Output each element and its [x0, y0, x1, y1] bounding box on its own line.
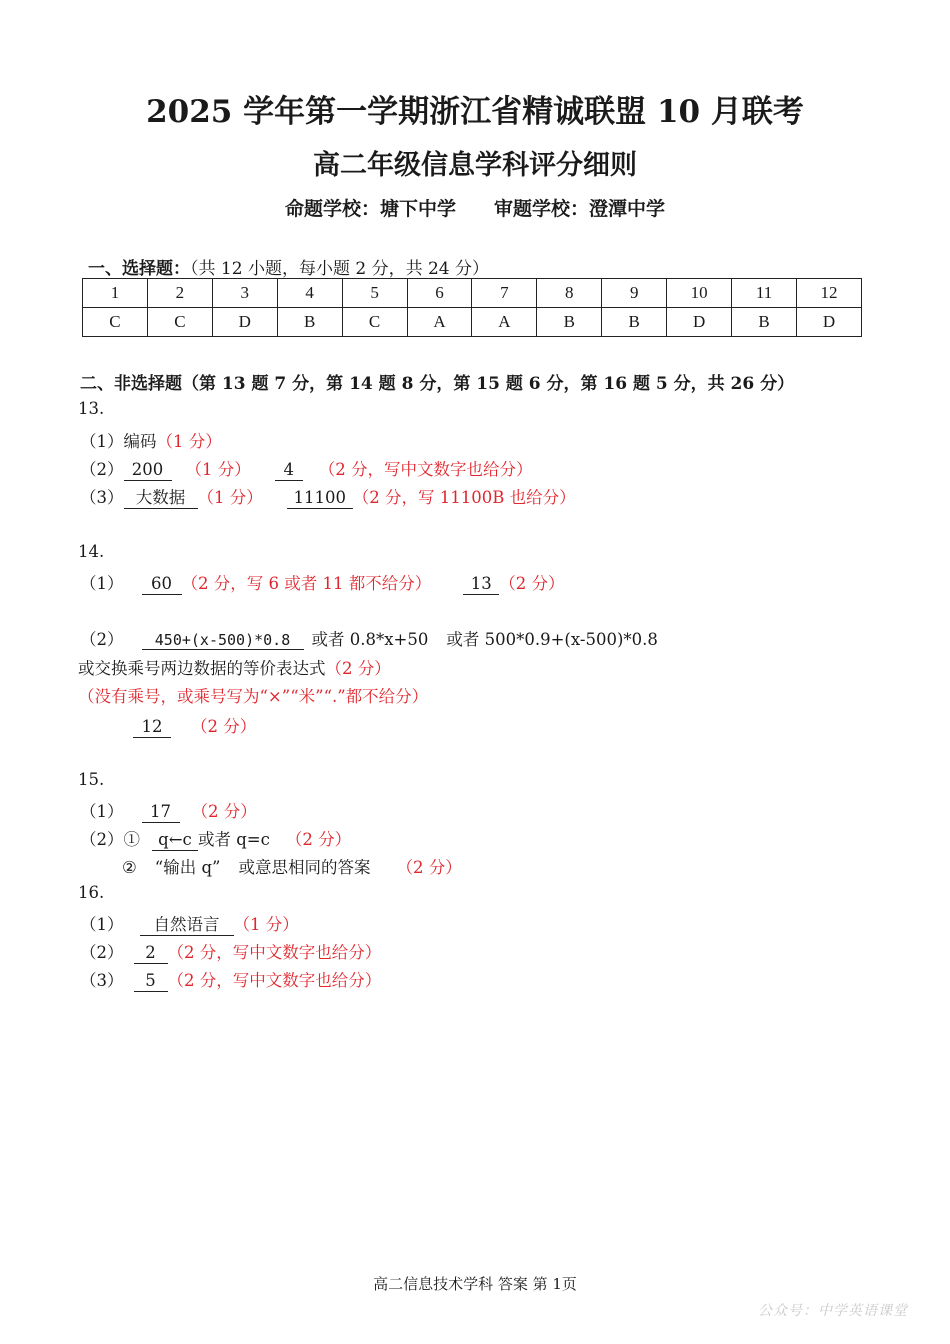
q14-2-label: （2）: [80, 630, 124, 649]
q14-line5: [133, 713, 256, 738]
q13-line3: [80, 484, 576, 509]
table-cell: B: [602, 308, 667, 337]
q16-1-score: （1 分）: [233, 915, 299, 934]
q16-number: 16.: [78, 883, 105, 902]
q13-line2: [80, 456, 533, 481]
q13-1-answer: （1）编码: [80, 432, 157, 451]
table-cell: 7: [472, 279, 537, 308]
q16-3-label: （3）: [80, 971, 124, 990]
q16-line1: [80, 911, 299, 936]
q13-3-label: （3）: [80, 488, 124, 507]
q15-3-score: （2 分）: [396, 858, 462, 877]
table-cell: B: [537, 308, 602, 337]
table-cell: 9: [602, 279, 667, 308]
q14-1-score-b: （2 分）: [499, 574, 565, 593]
q14-line2: [80, 626, 658, 650]
q14-1-label: （1）: [80, 574, 124, 593]
document-subtitle: 高二年级信息学科评分细则: [313, 150, 637, 181]
part1-note: （共 12 小题，每小题 2 分，共 24 分）: [190, 259, 490, 279]
watermark: 公众号：中学英语课堂: [758, 1303, 908, 1319]
q15-line3: [122, 854, 462, 878]
table-cell: 5: [342, 279, 407, 308]
table-cell: C: [83, 308, 148, 337]
table-cell: 6: [407, 279, 472, 308]
table-cell: 8: [537, 279, 602, 308]
table-cell: 12: [796, 279, 861, 308]
q15-2-answer: q←c: [152, 831, 198, 851]
q13-number: 13.: [78, 399, 105, 418]
q15-1-answer: 17: [142, 803, 180, 823]
q14-1-answer-b: 13: [463, 575, 499, 595]
q15-number: 15.: [78, 770, 105, 789]
q14-line3: [78, 655, 391, 679]
q13-2-score-a: （1 分）: [185, 460, 251, 479]
q14-number: 14.: [78, 542, 105, 561]
q15-3-answer: “输出 q”: [154, 858, 221, 877]
table-cell: 3: [212, 279, 277, 308]
q15-line1: [80, 798, 257, 823]
answer-table: [82, 278, 862, 337]
q16-2-answer: 2: [134, 944, 168, 964]
q13-3-answer-b: 11100: [287, 489, 353, 509]
q14-line1: [80, 570, 564, 595]
q13-line1: [80, 428, 222, 452]
q15-1-score: （2 分）: [191, 802, 257, 821]
q16-1-label: （1）: [80, 915, 124, 934]
q15-1-label: （1）: [80, 802, 124, 821]
table-cell: 2: [147, 279, 212, 308]
table-cell: C: [342, 308, 407, 337]
table-cell: 4: [277, 279, 342, 308]
q16-2-score: （2 分，写中文数字也给分）: [167, 943, 382, 962]
q14-warning: （没有乘号，或乘号写为“×”“米”“.”都不给分）: [78, 687, 429, 706]
table-cell: 1: [83, 279, 148, 308]
q15-2-score: （2 分）: [285, 830, 352, 849]
q14-3-score: （2 分）: [191, 717, 257, 736]
table-cell: B: [277, 308, 342, 337]
q15-2-label: （2）①: [80, 830, 140, 849]
q14-2-score: （2 分）: [325, 659, 391, 678]
table-cell: D: [667, 308, 732, 337]
table-cell: C: [147, 308, 212, 337]
q14-2-alt1: 或者 0.8*x+50: [311, 630, 429, 649]
table-cell: A: [472, 308, 537, 337]
q13-3-score-a: （1 分）: [197, 488, 263, 507]
table-cell: B: [732, 308, 797, 337]
q15-3-label: ②: [122, 858, 137, 877]
q14-1-answer-a: 60: [142, 575, 182, 595]
q16-3-answer: 5: [134, 972, 168, 992]
table-cell: A: [407, 308, 472, 337]
table-cell: 10: [667, 279, 732, 308]
page-footer: 高二信息技术学科 答案 第 1页: [373, 1275, 577, 1293]
part1-title: 一、选择题：: [88, 259, 190, 279]
q15-3-note: 或意思相同的答案: [238, 858, 371, 877]
table-cell: D: [796, 308, 861, 337]
q13-2-answer-a: 200: [124, 461, 172, 481]
q14-2-note: 或交换乘号两边数据的等价表达式: [78, 659, 326, 678]
q13-3-score-b: （2 分，写 11100B 也给分）: [352, 488, 576, 507]
q16-2-label: （2）: [80, 943, 124, 962]
q14-3-answer: 12: [133, 718, 171, 738]
q16-1-answer: 自然语言: [140, 916, 234, 936]
part2-heading: 二、非选择题（第 13 题 7 分，第 14 题 8 分，第 15 题 6 分，第 16 题 5 分，共 26 分）: [80, 374, 795, 394]
q16-line2: [80, 939, 381, 964]
q16-line3: [80, 967, 381, 992]
answer-row: [83, 308, 862, 337]
q13-3-answer-a: 大数据: [124, 489, 198, 509]
q13-1-score: （1 分）: [156, 432, 222, 451]
school-info: 命题学校：塘下中学 审题学校：澄潭中学: [284, 198, 665, 220]
q13-2-score-b: （2 分，写中文数字也给分）: [318, 460, 533, 479]
table-cell: 11: [732, 279, 797, 308]
table-cell: D: [212, 308, 277, 337]
q14-1-score-a: （2 分，写 6 或者 11 都不给分）: [181, 574, 432, 593]
q14-2-alt2: 或者 500*0.9+(x-500)*0.8: [446, 630, 658, 649]
q13-2-label: （2）: [80, 460, 124, 479]
q14-2-answer: 450+(x-500)*0.8: [142, 632, 304, 650]
question-number-row: [83, 279, 862, 308]
q13-2-answer-b: 4: [275, 461, 303, 481]
q15-line2: [80, 826, 351, 851]
q16-3-score: （2 分，写中文数字也给分）: [167, 971, 382, 990]
document-title: 2025 学年第一学期浙江省精诚联盟 10 月联考: [146, 94, 804, 130]
q15-2-alt: 或者 q=c: [198, 830, 270, 849]
part1-heading: [88, 254, 489, 279]
